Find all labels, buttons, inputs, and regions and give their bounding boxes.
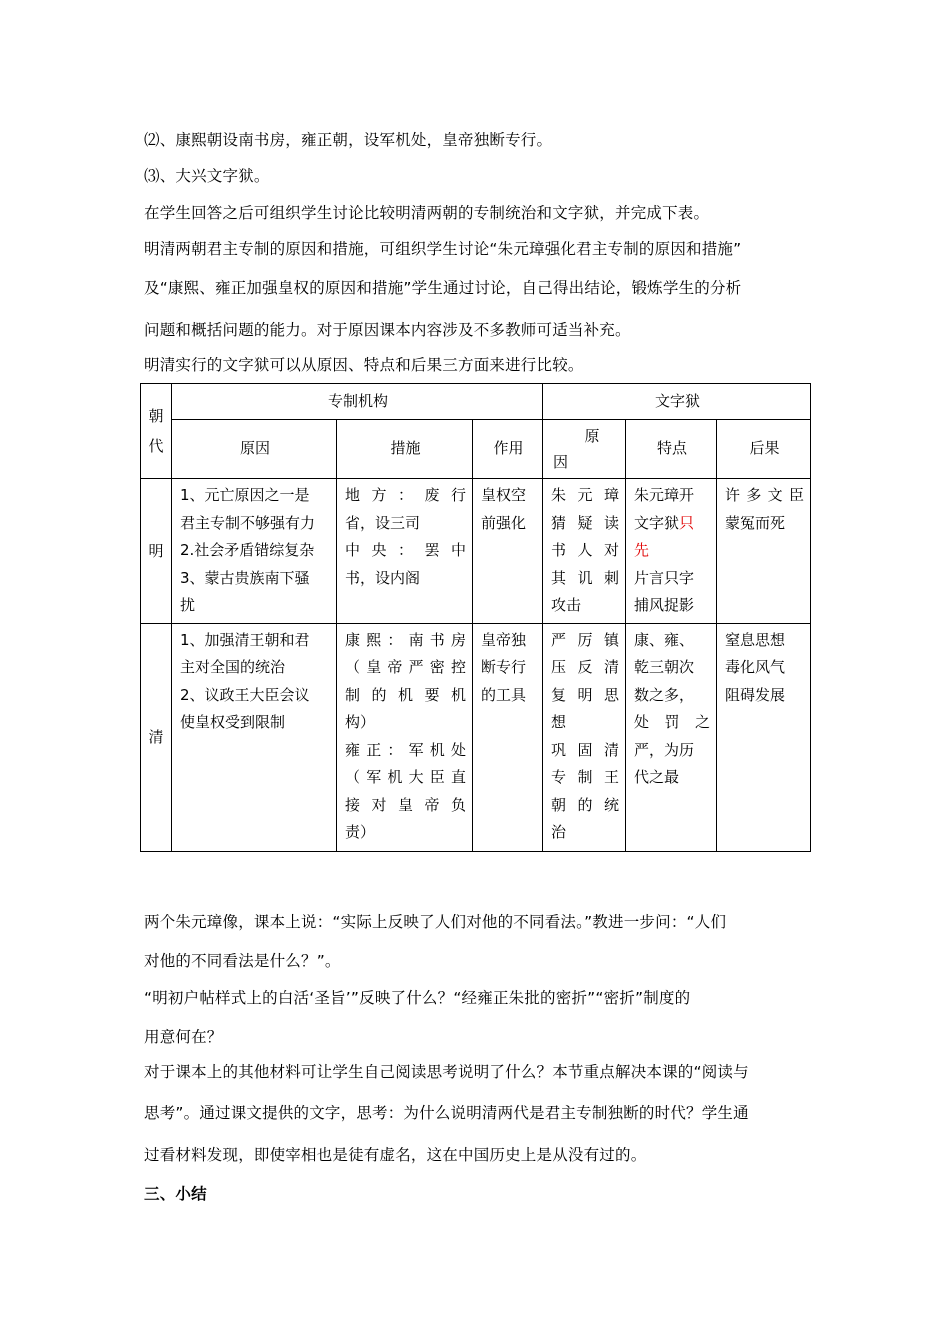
dynasty-header-cell (141, 384, 172, 479)
col-header-measure: 措施 (337, 420, 473, 479)
col-header-role: 作用 (473, 420, 543, 479)
qing-inquisition-reason-cell: 严厉镇 压反清 复明思 想 巩固清 专制王 朝的统 治 (543, 623, 626, 851)
section-heading-summary: 三、小结 (144, 1185, 207, 1203)
table-row-ming (141, 479, 811, 624)
dynasty-header: 朝代 (148, 407, 164, 455)
col-header-feature: 特点 (626, 420, 717, 479)
dynasty-qing: 清 (141, 623, 172, 851)
paragraph-reasons-line2: 及“康熙、雍正加强皇权的原因和措施”学生通过讨论，自己得出结论，锻炼学生的分析 (144, 279, 742, 297)
ming-role-cell: 皇权空 前强化 (473, 479, 543, 624)
paragraph-edict-line1: “明初户帖样式上的白活‘圣旨’”反映了什么？“经雍正朱批的密折”“密折”制度的 (144, 989, 691, 1007)
table-row-qing (141, 623, 811, 851)
qing-feature-cell: 康、雍、 乾三朝次 数之多， 处罚之 严，为历 代之最 (626, 623, 717, 851)
col-header-inquisition-reason: 原 因 (543, 420, 626, 479)
paragraph-kangxi: ⑵、康熙朝设南书房，雍正朝，设军机处，皇帝独断专行。 (144, 131, 553, 149)
paragraph-materials-line3: 过看材料发现，即使宰相也是徒有虚名，这在中国历史上是从没有过的。 (144, 1146, 647, 1164)
paragraph-literary-inquisition: ⑶、大兴文字狱。 (144, 167, 270, 185)
col-header-result: 后果 (717, 420, 811, 479)
paragraph-portraits-line1: 两个朱元璋像，课本上说：“实际上反映了人们对他的不同看法。”教进一步问：“人们 (144, 913, 727, 931)
autocracy-group-header: 专制机构 (172, 384, 543, 420)
ming-inquisition-reason-cell: 朱元璋 猜疑读 书人对 其讥刺 攻击 (543, 479, 626, 624)
inquisition-group-header: 文字狱 (543, 384, 811, 420)
table-header-row-2 (141, 420, 811, 479)
paragraph-edict-line2: 用意何在？ (144, 1028, 223, 1046)
comparison-table (140, 383, 811, 852)
ming-measure-cell: 地方：废行 省，设三司 中央：罢中 书，设内阁 (337, 479, 473, 624)
qing-role-cell: 皇帝独 断专行 的工具 (473, 623, 543, 851)
ming-feature-cell: 朱元璋开 文字狱只 先 片言只字 捕风捉影 (626, 479, 717, 624)
col-header-reason: 原因 (172, 420, 337, 479)
ming-reason-cell: 1、元亡原因之一是 君主专制不够强有力 2.社会矛盾错综复杂 3、蒙古贵族南下骚 扰 (172, 479, 337, 624)
qing-result-cell: 窒息思想 毒化风气 阻碍发展 (717, 623, 811, 851)
ming-result-cell: 许多文臣 蒙冤而死 (717, 479, 811, 624)
paragraph-reasons-line1: 明清两朝君主专制的原因和措施，可组织学生讨论“朱元璋强化君主专制的原因和措施” (144, 240, 742, 258)
table-header-row-1 (141, 384, 811, 420)
paragraph-materials-line1: 对于课本上的其他材料可让学生自己阅读思考说明了什么？本节重点解决本课的“阅读与 (144, 1063, 749, 1081)
dynasty-ming: 明 (141, 479, 172, 624)
paragraph-materials-line2: 思考”。通过课文提供的文字，思考：为什么说明清两代是君主专制独断的时代？学生通 (144, 1104, 749, 1122)
qing-reason-cell: 1、加强清王朝和君 主对全国的统治 2、议政王大臣会议 使皇权受到限制 (172, 623, 337, 851)
paragraph-discussion: 在学生回答之后可组织学生讨论比较明清两朝的专制统治和文字狱，并完成下表。 (144, 204, 710, 222)
paragraph-portraits-line2: 对他的不同看法是什么？”。 (144, 952, 341, 970)
paragraph-compare: 明清实行的文字狱可以从原因、特点和后果三方面来进行比较。 (144, 356, 584, 374)
qing-measure-cell: 康熙：南书房 （皇帝严密控 制的机要机 构） 雍正：军机处 （军机大臣直 接对皇帝负 责） (337, 623, 473, 851)
paragraph-reasons-line3: 问题和概括问题的能力。对于原因课本内容涉及不多教师可适当补充。 (144, 321, 631, 339)
